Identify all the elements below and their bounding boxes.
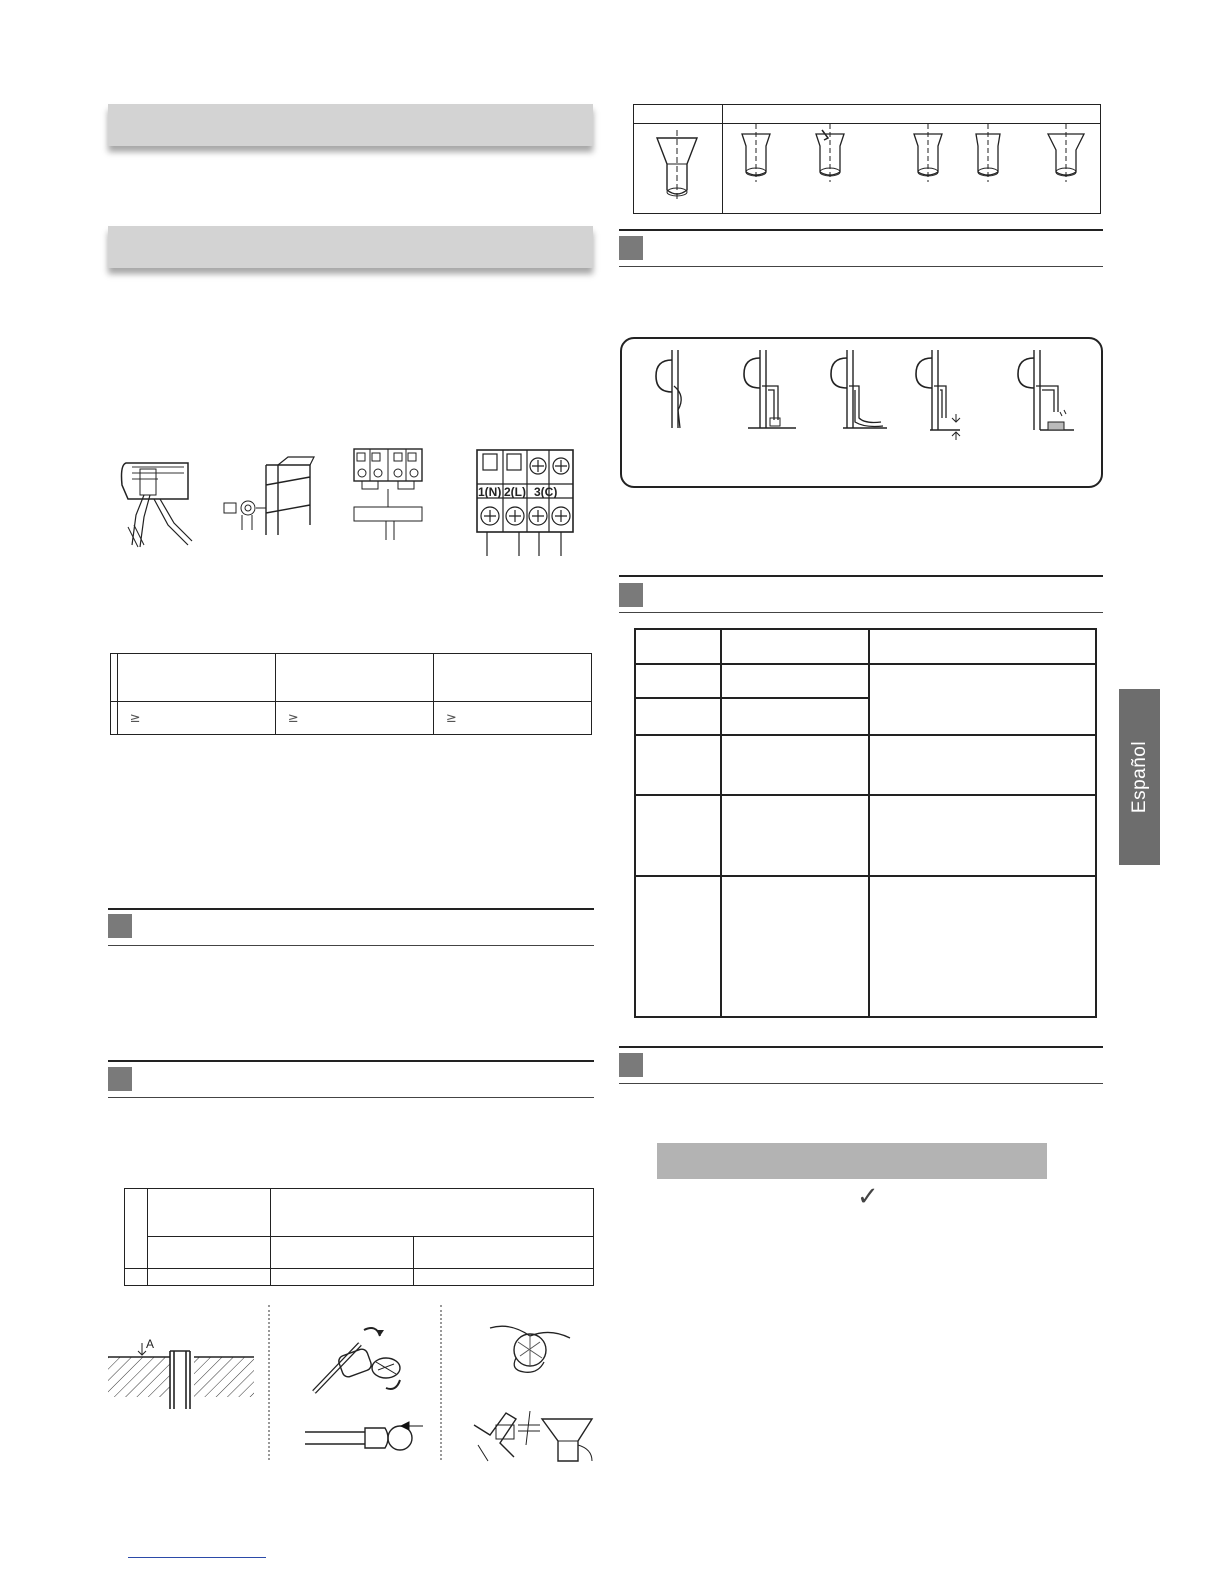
table-cell xyxy=(275,654,433,702)
table-cell xyxy=(125,1269,148,1286)
table-cell-geq: ≥ xyxy=(275,702,433,735)
table-row-divider xyxy=(636,794,1095,796)
table-header-divider xyxy=(634,123,1100,124)
drain-hose-illustration-3 xyxy=(825,350,890,435)
pipe-end-illustration xyxy=(305,1420,420,1460)
check-table xyxy=(634,628,1097,1018)
cable-size-table xyxy=(110,653,592,735)
table-column-divider xyxy=(722,105,723,213)
language-tab-label: Español xyxy=(1128,740,1150,814)
table-cell xyxy=(271,1189,594,1237)
check-mark-icon: ✓ xyxy=(857,1182,879,1212)
flaring-tool-illustration xyxy=(470,1405,545,1463)
flare-dimension-label: A xyxy=(146,1337,155,1351)
section-rule-bottom xyxy=(619,266,1103,267)
terminal-label-2l: 2(L) xyxy=(504,485,526,499)
table-cell xyxy=(125,1189,148,1269)
section-marker xyxy=(108,1067,132,1091)
section-rule-bottom xyxy=(619,1083,1103,1084)
section-rule-top xyxy=(619,1046,1103,1048)
table-row-divider xyxy=(636,734,1095,736)
section-rule-bottom xyxy=(108,1097,594,1098)
table-cell xyxy=(271,1237,414,1269)
section-rule-bottom xyxy=(619,612,1103,613)
flared-pipe-illustration xyxy=(540,1415,595,1463)
language-tab[interactable] xyxy=(1119,689,1160,865)
flare-dimension-illustration xyxy=(108,1335,258,1415)
section-rule-top xyxy=(108,908,594,910)
table-row-divider xyxy=(636,875,1095,877)
table-cell xyxy=(414,1269,594,1286)
flare-defect-icon-1 xyxy=(738,124,774,184)
checklist-header-band xyxy=(657,1143,1047,1179)
table-cell xyxy=(117,654,275,702)
pipe-cutter-illustration xyxy=(300,1322,420,1397)
table-cell xyxy=(148,1269,271,1286)
drain-hose-illustration-1 xyxy=(650,350,695,430)
hand-deburring-illustration xyxy=(490,1318,575,1378)
section-marker xyxy=(619,1053,643,1077)
section-marker xyxy=(619,236,643,260)
table-cell-geq: ≥ xyxy=(117,702,275,735)
table-cell xyxy=(271,1269,414,1286)
table-cell xyxy=(433,654,591,702)
terminal-block-illustration xyxy=(475,448,575,558)
table-row-divider xyxy=(636,663,1095,665)
table-cell xyxy=(148,1189,271,1237)
section-rule-top xyxy=(619,575,1103,577)
indoor-unit-wiring-illustration xyxy=(118,455,198,555)
section-header-band-2 xyxy=(108,226,593,268)
flare-defect-icon-3 xyxy=(910,124,946,184)
table-cell-geq: ≥ xyxy=(433,702,591,735)
flare-defect-icon-5 xyxy=(1046,124,1086,184)
figure-divider xyxy=(268,1305,270,1460)
table-cell xyxy=(414,1237,594,1269)
terminal-block-small-illustration xyxy=(350,445,430,545)
table-row-divider xyxy=(636,697,869,699)
table-cell xyxy=(148,1237,271,1269)
footer-link-underline xyxy=(128,1557,266,1558)
flare-defect-icon-4 xyxy=(970,124,1006,184)
drain-hose-illustration-5 xyxy=(1012,350,1082,438)
flare-inspection-table xyxy=(633,104,1101,214)
cable-clamp-illustration xyxy=(218,455,318,540)
drain-hose-illustration-2 xyxy=(738,350,798,435)
table-column-divider xyxy=(720,630,722,1016)
drain-hose-illustration-4 xyxy=(910,350,970,442)
flare-dimension-table xyxy=(124,1188,594,1286)
section-header-band-1 xyxy=(108,104,593,146)
terminal-label-1n: 1(N) xyxy=(478,485,502,499)
table-column-divider xyxy=(868,630,870,1016)
section-marker xyxy=(619,583,643,607)
table-cell xyxy=(111,654,118,702)
section-marker xyxy=(108,914,132,938)
section-rule-top xyxy=(108,1060,594,1062)
figure-divider xyxy=(440,1305,442,1460)
flare-defect-icon-2 xyxy=(812,124,848,184)
terminal-label-3c: 3(C) xyxy=(534,485,558,499)
section-rule-bottom xyxy=(108,945,594,946)
correct-flare-icon xyxy=(655,130,700,205)
table-cell xyxy=(111,702,118,735)
section-rule-top xyxy=(619,229,1103,231)
